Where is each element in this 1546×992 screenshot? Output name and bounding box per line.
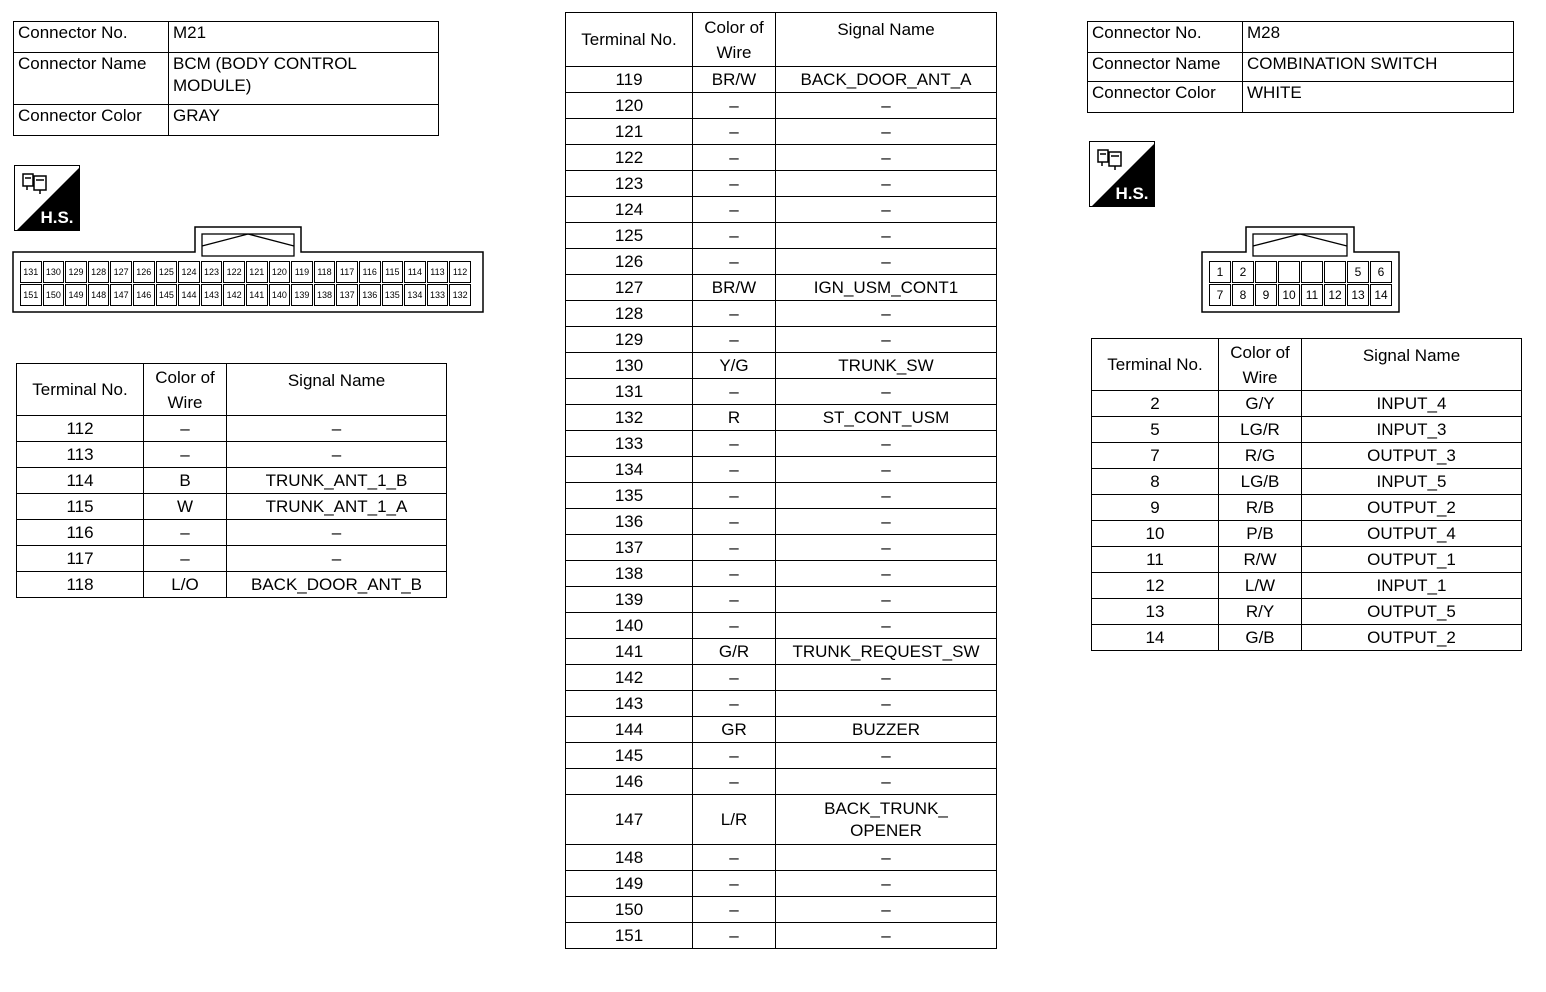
signal-name-cell: INPUT_1 (1302, 573, 1522, 599)
terminal-cell: 2 (1092, 391, 1219, 417)
terminal-cell: 123 (566, 171, 693, 197)
terminal-cell: 138 (566, 561, 693, 587)
table-row (566, 795, 997, 845)
m21-no-value: M21 (169, 22, 439, 53)
table-row (17, 520, 447, 546)
signal-name-cell: – (776, 535, 997, 561)
table-row (1092, 443, 1522, 469)
table-row (566, 301, 997, 327)
wire-color-cell: L/O (144, 572, 227, 598)
pin-cell: 146 (133, 284, 155, 306)
pin-cell: 116 (359, 261, 381, 283)
signal-name-cell: – (776, 379, 997, 405)
wire-color-cell: R/Y (1219, 599, 1302, 625)
header-terminal-no: Terminal No. (566, 13, 693, 67)
signal-name-cell: – (776, 587, 997, 613)
wire-color-cell: BR/W (693, 67, 776, 93)
table-row (566, 665, 997, 691)
terminal-cell: 142 (566, 665, 693, 691)
header-wire-color: Color of Wire (144, 364, 227, 416)
pin-cell: 149 (65, 284, 87, 306)
table-row (566, 717, 997, 743)
wire-color-cell: – (693, 327, 776, 353)
hs-label: H.S. (40, 208, 74, 227)
table-row (566, 923, 997, 949)
m28-color-label: Connector Color (1088, 82, 1243, 113)
table-row (566, 67, 997, 93)
signal-name-cell: INPUT_4 (1302, 391, 1522, 417)
pin-cell (1278, 261, 1300, 283)
wire-color-cell: BR/W (693, 275, 776, 301)
terminal-cell: 140 (566, 613, 693, 639)
signal-name-cell: OUTPUT_2 (1302, 495, 1522, 521)
terminal-cell: 129 (566, 327, 693, 353)
terminal-cell: 135 (566, 483, 693, 509)
pin-cell: 132 (449, 284, 471, 306)
table-row (1092, 625, 1522, 651)
terminal-cell: 144 (566, 717, 693, 743)
wire-color-cell: GR (693, 717, 776, 743)
m28-color-value: WHITE (1243, 82, 1514, 113)
table-row (566, 769, 997, 795)
table-row (17, 416, 447, 442)
pin-cell: 10 (1278, 284, 1300, 306)
signal-name-cell: TRUNK_REQUEST_SW (776, 639, 997, 665)
signal-name-cell: INPUT_5 (1302, 469, 1522, 495)
m21-name-value: BCM (BODY CONTROL MODULE) (169, 53, 439, 105)
terminal-cell: 126 (566, 249, 693, 275)
wire-color-cell: – (693, 249, 776, 275)
signal-name-cell: – (776, 457, 997, 483)
pin-cell: 114 (404, 261, 426, 283)
terminal-cell: 149 (566, 871, 693, 897)
pin-cell: 131 (20, 261, 42, 283)
wire-color-cell: – (693, 845, 776, 871)
terminal-cell: 130 (566, 353, 693, 379)
table-row (566, 379, 997, 405)
wire-color-cell: LG/R (1219, 417, 1302, 443)
wire-color-cell: – (693, 691, 776, 717)
pin-cell: 147 (110, 284, 132, 306)
terminal-cell: 12 (1092, 573, 1219, 599)
header-terminal-no: Terminal No. (1092, 339, 1219, 391)
harness-side-icon (14, 165, 80, 231)
terminal-cell: 11 (1092, 547, 1219, 573)
wire-color-cell: – (693, 145, 776, 171)
signal-name-cell: – (776, 145, 997, 171)
table-row (566, 561, 997, 587)
table-row (1092, 495, 1522, 521)
table-row (566, 845, 997, 871)
wire-color-cell: G/Y (1219, 391, 1302, 417)
wire-color-cell: – (693, 535, 776, 561)
table-row (566, 483, 997, 509)
wire-color-cell: – (693, 509, 776, 535)
pin-cell: 14 (1370, 284, 1392, 306)
pin-cell (1324, 261, 1346, 283)
terminal-cell: 117 (17, 546, 144, 572)
table-row (17, 572, 447, 598)
table-row (566, 743, 997, 769)
terminal-cell: 14 (1092, 625, 1219, 651)
signal-name-cell: – (776, 223, 997, 249)
wire-color-cell: – (693, 93, 776, 119)
pin-cell: 9 (1255, 284, 1277, 306)
table-row (566, 327, 997, 353)
terminal-cell: 112 (17, 416, 144, 442)
header-signal-name: Signal Name (227, 364, 447, 416)
wire-color-cell: L/W (1219, 573, 1302, 599)
pin-cell: 121 (246, 261, 268, 283)
pin-cell: 141 (246, 284, 268, 306)
terminal-cell: 143 (566, 691, 693, 717)
pin-cell: 1 (1209, 261, 1231, 283)
table-row (566, 897, 997, 923)
table-row (566, 431, 997, 457)
table-row (17, 546, 447, 572)
terminal-cell: 121 (566, 119, 693, 145)
harness-side-icon (1089, 141, 1155, 207)
signal-name-cell: – (776, 171, 997, 197)
signal-name-cell: – (227, 442, 447, 468)
terminal-cell: 139 (566, 587, 693, 613)
wire-color-cell: R (693, 405, 776, 431)
wire-color-cell: – (693, 587, 776, 613)
terminal-cell: 136 (566, 509, 693, 535)
terminal-table-left (16, 363, 447, 598)
signal-name-cell: – (776, 249, 997, 275)
table-row (1092, 521, 1522, 547)
signal-name-cell: – (776, 691, 997, 717)
pin-cell: 13 (1347, 284, 1369, 306)
terminal-cell: 124 (566, 197, 693, 223)
terminal-cell: 10 (1092, 521, 1219, 547)
terminal-cell: 119 (566, 67, 693, 93)
signal-name-cell: – (776, 509, 997, 535)
wire-color-cell: R/G (1219, 443, 1302, 469)
table-row (566, 613, 997, 639)
m28-no-label: Connector No. (1088, 22, 1243, 53)
pin-cell: 148 (88, 284, 110, 306)
pin-cell: 5 (1347, 261, 1369, 283)
signal-name-cell: – (227, 520, 447, 546)
pin-cell: 117 (336, 261, 358, 283)
signal-name-cell: – (776, 743, 997, 769)
wire-color-cell: – (693, 769, 776, 795)
table-row (566, 249, 997, 275)
signal-name-cell: – (776, 897, 997, 923)
m28-pin-row-top (1209, 261, 1393, 283)
terminal-cell: 137 (566, 535, 693, 561)
terminal-cell: 127 (566, 275, 693, 301)
signal-name-cell: INPUT_3 (1302, 417, 1522, 443)
header-terminal-no: Terminal No. (17, 364, 144, 416)
table-row (566, 197, 997, 223)
terminal-cell: 131 (566, 379, 693, 405)
table-row (566, 119, 997, 145)
pin-cell: 135 (382, 284, 404, 306)
signal-name-cell: ST_CONT_USM (776, 405, 997, 431)
pin-cell: 133 (427, 284, 449, 306)
pin-cell: 119 (291, 261, 313, 283)
signal-name-cell: – (227, 416, 447, 442)
pin-cell: 139 (291, 284, 313, 306)
table-row (566, 405, 997, 431)
pin-cell: 126 (133, 261, 155, 283)
wire-color-cell: – (693, 743, 776, 769)
m21-color-label: Connector Color (14, 105, 169, 136)
terminal-cell: 116 (17, 520, 144, 546)
terminal-cell: 146 (566, 769, 693, 795)
wire-color-cell: – (693, 923, 776, 949)
terminal-cell: 150 (566, 897, 693, 923)
wire-color-cell: L/R (693, 795, 776, 845)
header-wire-color: Color of Wire (693, 13, 776, 67)
terminal-table-middle (565, 12, 997, 949)
wire-color-cell: R/W (1219, 547, 1302, 573)
signal-name-cell: – (776, 93, 997, 119)
table-row (566, 145, 997, 171)
wire-color-cell: P/B (1219, 521, 1302, 547)
pin-cell: 127 (110, 261, 132, 283)
pin-cell: 137 (336, 284, 358, 306)
m28-info-table (1087, 21, 1514, 113)
pin-cell: 125 (156, 261, 178, 283)
table-row (17, 442, 447, 468)
m28-no-value: M28 (1243, 22, 1514, 53)
signal-name-cell: – (776, 845, 997, 871)
table-row (1092, 469, 1522, 495)
pin-cell: 130 (43, 261, 65, 283)
table-row (566, 275, 997, 301)
wire-color-cell: – (693, 197, 776, 223)
signal-name-cell: BACK_DOOR_ANT_B (227, 572, 447, 598)
signal-name-cell: BACK_TRUNK_ OPENER (776, 795, 997, 845)
wire-color-cell: – (693, 897, 776, 923)
terminal-cell: 151 (566, 923, 693, 949)
wire-color-cell: – (693, 223, 776, 249)
m28-name-value: COMBINATION SWITCH (1243, 53, 1514, 82)
terminal-cell: 9 (1092, 495, 1219, 521)
signal-name-cell: BUZZER (776, 717, 997, 743)
terminal-cell: 118 (17, 572, 144, 598)
signal-name-cell: – (776, 665, 997, 691)
terminal-cell: 133 (566, 431, 693, 457)
wire-color-cell: B (144, 468, 227, 494)
signal-name-cell: TRUNK_ANT_1_A (227, 494, 447, 520)
terminal-cell: 120 (566, 93, 693, 119)
terminal-cell: 8 (1092, 469, 1219, 495)
signal-name-cell: – (227, 546, 447, 572)
terminal-cell: 147 (566, 795, 693, 845)
pin-cell: 129 (65, 261, 87, 283)
pin-cell (1255, 261, 1277, 283)
header-signal-name: Signal Name (776, 13, 997, 67)
pin-cell: 115 (382, 261, 404, 283)
m21-pin-row-top (20, 261, 472, 283)
terminal-cell: 132 (566, 405, 693, 431)
pin-cell: 11 (1301, 284, 1323, 306)
pin-cell (1301, 261, 1323, 283)
signal-name-cell: – (776, 197, 997, 223)
pin-cell: 112 (449, 261, 471, 283)
pin-cell: 113 (427, 261, 449, 283)
m21-pin-row-bottom (20, 284, 472, 306)
pin-cell: 120 (269, 261, 291, 283)
pin-cell: 142 (223, 284, 245, 306)
signal-name-cell: OUTPUT_2 (1302, 625, 1522, 651)
terminal-table-right (1091, 338, 1522, 651)
wire-color-cell: W (144, 494, 227, 520)
pin-cell: 12 (1324, 284, 1346, 306)
wire-color-cell: – (144, 442, 227, 468)
terminal-cell: 141 (566, 639, 693, 665)
pin-cell: 118 (314, 261, 336, 283)
signal-name-cell: – (776, 561, 997, 587)
wire-color-cell: R/B (1219, 495, 1302, 521)
wire-color-cell: – (693, 457, 776, 483)
table-row (566, 587, 997, 613)
table-row (566, 691, 997, 717)
signal-name-cell: – (776, 327, 997, 353)
wire-color-cell: LG/B (1219, 469, 1302, 495)
pin-cell: 136 (359, 284, 381, 306)
signal-name-cell: BACK_DOOR_ANT_A (776, 67, 997, 93)
signal-name-cell: – (776, 119, 997, 145)
table-row (566, 509, 997, 535)
wire-color-cell: – (144, 416, 227, 442)
wire-color-cell: – (693, 171, 776, 197)
m28-pin-row-bottom (1209, 284, 1393, 306)
terminal-cell: 115 (17, 494, 144, 520)
pin-cell: 124 (178, 261, 200, 283)
table-row (1092, 599, 1522, 625)
table-row (566, 871, 997, 897)
pin-cell: 143 (201, 284, 223, 306)
signal-name-cell: – (776, 871, 997, 897)
signal-name-cell: – (776, 431, 997, 457)
terminal-cell: 145 (566, 743, 693, 769)
m21-info-table (13, 21, 439, 136)
pin-cell: 2 (1232, 261, 1254, 283)
m21-name-label: Connector Name (14, 53, 169, 105)
table-row (17, 494, 447, 520)
wire-color-cell: G/R (693, 639, 776, 665)
pin-cell: 150 (43, 284, 65, 306)
signal-name-cell: – (776, 483, 997, 509)
table-row (566, 353, 997, 379)
wire-color-cell: – (693, 379, 776, 405)
terminal-cell: 122 (566, 145, 693, 171)
terminal-cell: 125 (566, 223, 693, 249)
pin-cell: 6 (1370, 261, 1392, 283)
header-signal-name: Signal Name (1302, 339, 1522, 391)
table-row (566, 535, 997, 561)
pin-cell: 134 (404, 284, 426, 306)
signal-name-cell: – (776, 301, 997, 327)
terminal-cell: 148 (566, 845, 693, 871)
table-row (566, 457, 997, 483)
pin-cell: 122 (223, 261, 245, 283)
signal-name-cell: TRUNK_ANT_1_B (227, 468, 447, 494)
terminal-cell: 114 (17, 468, 144, 494)
table-row (1092, 417, 1522, 443)
header-wire-color: Color of Wire (1219, 339, 1302, 391)
wire-color-cell: – (693, 871, 776, 897)
pin-cell: 123 (201, 261, 223, 283)
wire-color-cell: – (144, 546, 227, 572)
pin-cell: 144 (178, 284, 200, 306)
terminal-cell: 128 (566, 301, 693, 327)
pin-cell: 138 (314, 284, 336, 306)
wire-color-cell: – (693, 613, 776, 639)
hs-label: H.S. (1115, 184, 1149, 203)
table-row (1092, 391, 1522, 417)
m21-no-label: Connector No. (14, 22, 169, 53)
signal-name-cell: – (776, 613, 997, 639)
terminal-cell: 13 (1092, 599, 1219, 625)
wire-color-cell: – (693, 561, 776, 587)
wire-color-cell: Y/G (693, 353, 776, 379)
pin-cell: 151 (20, 284, 42, 306)
terminal-cell: 5 (1092, 417, 1219, 443)
pin-cell: 140 (269, 284, 291, 306)
signal-name-cell: OUTPUT_3 (1302, 443, 1522, 469)
pin-cell: 145 (156, 284, 178, 306)
terminal-cell: 134 (566, 457, 693, 483)
wire-color-cell: – (693, 119, 776, 145)
signal-name-cell: IGN_USM_CONT1 (776, 275, 997, 301)
table-row (17, 468, 447, 494)
table-row (566, 171, 997, 197)
signal-name-cell: – (776, 769, 997, 795)
wire-color-cell: G/B (1219, 625, 1302, 651)
pin-cell: 8 (1232, 284, 1254, 306)
signal-name-cell: TRUNK_SW (776, 353, 997, 379)
table-row (1092, 573, 1522, 599)
table-row (566, 223, 997, 249)
pin-cell: 128 (88, 261, 110, 283)
pin-cell: 7 (1209, 284, 1231, 306)
signal-name-cell: – (776, 923, 997, 949)
terminal-cell: 113 (17, 442, 144, 468)
m28-name-label: Connector Name (1088, 53, 1243, 82)
table-row (566, 639, 997, 665)
wire-color-cell: – (693, 431, 776, 457)
signal-name-cell: OUTPUT_4 (1302, 521, 1522, 547)
table-row (566, 93, 997, 119)
wire-color-cell: – (693, 483, 776, 509)
m21-color-value: GRAY (169, 105, 439, 136)
table-row (1092, 547, 1522, 573)
terminal-cell: 7 (1092, 443, 1219, 469)
signal-name-cell: OUTPUT_1 (1302, 547, 1522, 573)
wire-color-cell: – (693, 665, 776, 691)
signal-name-cell: OUTPUT_5 (1302, 599, 1522, 625)
wire-color-cell: – (693, 301, 776, 327)
wire-color-cell: – (144, 520, 227, 546)
